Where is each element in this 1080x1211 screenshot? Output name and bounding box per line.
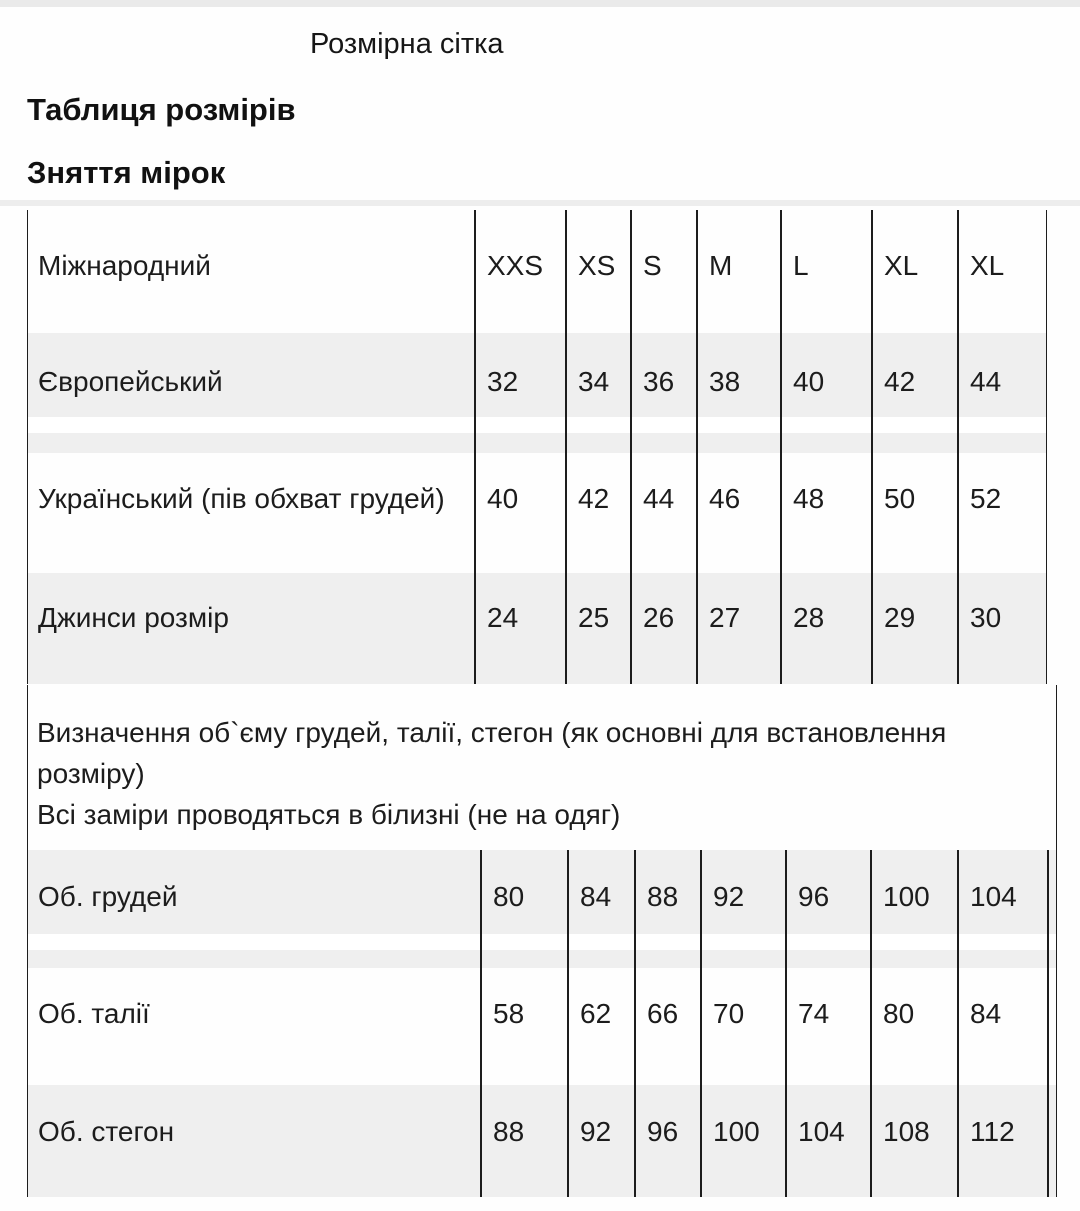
size-value: 40 — [487, 483, 519, 514]
measure-value: 74 — [798, 998, 830, 1029]
row-label: Об. грудей — [38, 881, 178, 912]
measure-value: 84 — [970, 998, 1002, 1029]
size-value: 42 — [884, 366, 916, 397]
heading-size-table: Таблиця розмірів — [27, 92, 296, 127]
table-row-jeans — [28, 573, 1046, 684]
measure-value: 80 — [493, 881, 525, 912]
measure-value: 84 — [580, 881, 612, 912]
size-value: 30 — [970, 602, 1002, 633]
size-value: 28 — [793, 602, 825, 633]
size-value: 29 — [884, 602, 916, 633]
section-divider — [0, 200, 1080, 206]
size-value: 40 — [793, 366, 825, 397]
row-label: Український (пів обхват грудей) — [38, 483, 445, 514]
size-value: 26 — [643, 602, 675, 633]
measure-value: 66 — [647, 998, 679, 1029]
size-value: 44 — [643, 483, 675, 514]
size-value: 52 — [970, 483, 1002, 514]
size-value: 34 — [578, 366, 610, 397]
table-row-chest — [28, 850, 1056, 968]
body-measurements-table — [27, 685, 1057, 1197]
measure-value: 100 — [713, 1116, 760, 1147]
measure-value: 104 — [798, 1116, 845, 1147]
size-value: 42 — [578, 483, 610, 514]
size-value: 50 — [884, 483, 916, 514]
measure-value: 92 — [713, 881, 745, 912]
size-value: M — [709, 250, 733, 281]
size-value: 24 — [487, 602, 519, 633]
measure-value: 88 — [493, 1116, 525, 1147]
size-value: 27 — [709, 602, 741, 633]
size-value: XL — [884, 250, 919, 281]
size-value: L — [793, 250, 809, 281]
size-value: 46 — [709, 483, 741, 514]
row-label: Джинси розмір — [38, 602, 229, 633]
table-row-international — [28, 210, 1046, 333]
measure-value: 88 — [647, 881, 679, 912]
table-row-hips — [28, 1085, 1056, 1197]
table-row-waist — [28, 968, 1056, 1085]
page-title: Розмірна сітка — [310, 28, 504, 60]
size-value: 32 — [487, 366, 519, 397]
size-value: XL — [970, 250, 1005, 281]
row-label: Міжнародний — [38, 250, 211, 281]
size-value: 48 — [793, 483, 825, 514]
measure-value: 96 — [798, 881, 830, 912]
table-row-ukrainian — [28, 453, 1046, 573]
row-label: Об. стегон — [38, 1116, 175, 1147]
size-value: 38 — [709, 366, 741, 397]
measure-value: 108 — [883, 1116, 930, 1147]
measure-value: 80 — [883, 998, 915, 1029]
measure-value: 92 — [580, 1116, 612, 1147]
measure-value: 104 — [970, 881, 1017, 912]
measure-value: 62 — [580, 998, 612, 1029]
size-value: XXS — [487, 250, 544, 281]
top-edge-strip — [0, 0, 1080, 7]
measure-value: 58 — [493, 998, 525, 1029]
size-value: 44 — [970, 366, 1002, 397]
measure-value: 96 — [647, 1116, 679, 1147]
size-value: 25 — [578, 602, 610, 633]
note-line-2: Всі заміри проводяться в білизні (не на одяг) — [37, 799, 621, 830]
size-value: 36 — [643, 366, 675, 397]
size-value: S — [643, 250, 662, 281]
heading-measurements: Зняття мірок — [27, 155, 226, 190]
measure-value: 70 — [713, 998, 745, 1029]
size-value: XS — [578, 250, 616, 281]
table-row-european — [28, 333, 1046, 453]
note-line-1: Визначення об`єму грудей, талії, стегон (як основні для встановлення розміру) — [37, 717, 947, 789]
row-label: Об. талії — [38, 998, 150, 1029]
measure-value: 100 — [883, 881, 930, 912]
size-conversion-table — [27, 210, 1047, 684]
measurement-note — [28, 685, 1056, 850]
measure-value: 112 — [970, 1116, 1015, 1147]
row-label: Європейський — [38, 366, 223, 397]
